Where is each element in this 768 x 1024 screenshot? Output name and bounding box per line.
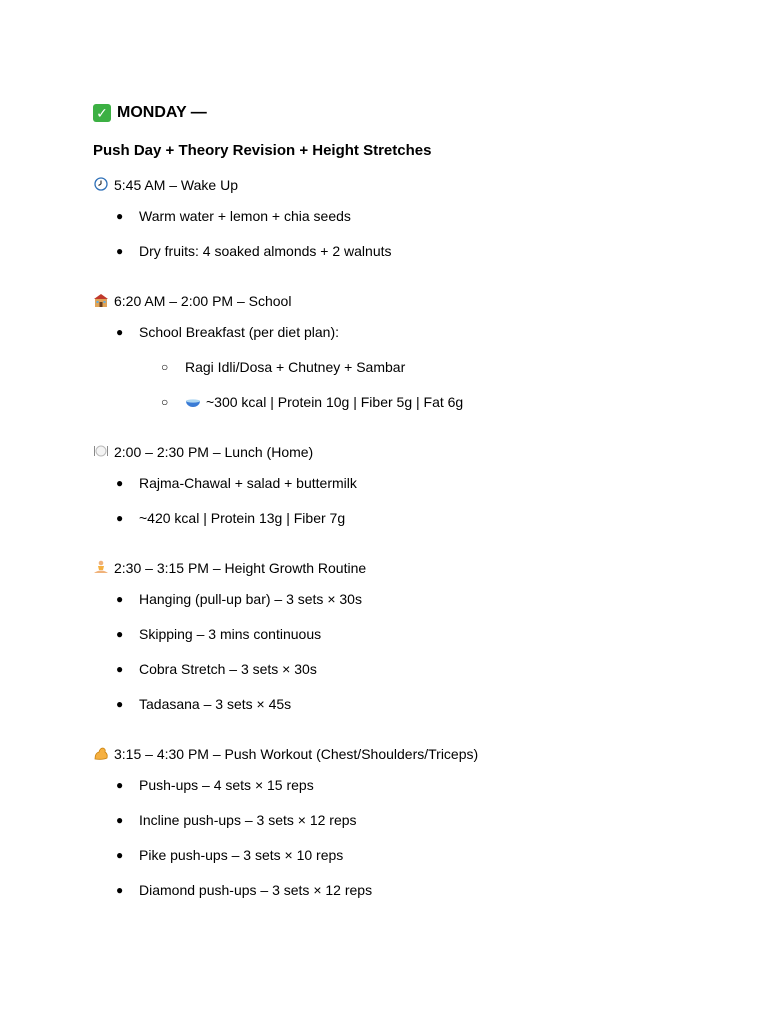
bowl-icon (185, 394, 201, 408)
section-heading (93, 290, 733, 312)
bullet-icon: ● (116, 848, 124, 862)
list-item (93, 206, 733, 226)
bullet-icon: ● (116, 244, 124, 258)
hollow-bullet-icon: ○ (161, 395, 169, 409)
section-heading (93, 743, 733, 765)
list-item (93, 322, 733, 412)
list-item (93, 659, 733, 679)
yoga-icon (93, 560, 109, 576)
bullet-icon: ● (116, 325, 124, 339)
list-item-text: Diamond push-ups – 3 sets × 12 reps (139, 882, 373, 898)
school-icon (93, 293, 109, 309)
bullet-icon: ● (116, 511, 124, 525)
section-push-workout (93, 743, 733, 900)
list-item (93, 473, 733, 493)
section-wake-up (93, 174, 733, 261)
list-item-text: Incline push-ups – 3 sets × 12 reps (139, 812, 357, 828)
list-item (93, 810, 733, 830)
bullet-icon: ● (116, 627, 124, 641)
sub-list-item (139, 357, 733, 377)
list-item (93, 624, 733, 644)
list-item (93, 845, 733, 865)
list-item-text: ~420 kcal | Protein 13g | Fiber 7g (139, 510, 346, 526)
bullet-icon: ● (116, 778, 124, 792)
list-item-text: School Breakfast (per diet plan): (139, 324, 339, 340)
section-heading-text: 2:30 – 3:15 PM – Height Growth Routine (114, 560, 367, 576)
bullet-icon: ● (116, 592, 124, 606)
list-item-text: Cobra Stretch – 3 sets × 30s (139, 661, 317, 677)
flexed-bicep-icon (93, 746, 109, 762)
clock-icon (93, 177, 109, 193)
section-heading (93, 557, 733, 579)
item-list (93, 322, 733, 412)
item-list (93, 206, 733, 261)
section-height-routine (93, 557, 733, 714)
bullet-icon: ● (116, 813, 124, 827)
sub-list-item (139, 392, 733, 412)
section-school (93, 290, 733, 412)
section-heading (93, 174, 733, 196)
list-item-text: Pike push-ups – 3 sets × 10 reps (139, 847, 344, 863)
list-item-text: Hanging (pull-up bar) – 3 sets × 30s (139, 591, 362, 607)
list-item (93, 694, 733, 714)
bullet-icon: ● (116, 476, 124, 490)
bullet-icon: ● (116, 209, 124, 223)
list-item (93, 775, 733, 795)
hollow-bullet-icon: ○ (161, 360, 169, 374)
list-item-text: Tadasana – 3 sets × 45s (139, 696, 292, 712)
section-heading-text: 5:45 AM – Wake Up (114, 177, 238, 193)
plate-icon (93, 444, 109, 460)
list-item (93, 589, 733, 609)
section-heading-text: 3:15 – 4:30 PM – Push Workout (Chest/Shoulders/Triceps) (114, 746, 479, 762)
list-item (93, 508, 733, 528)
sub-list-item-text: Ragi Idli/Dosa + Chutney + Sambar (185, 359, 406, 375)
bullet-icon: ● (116, 662, 124, 676)
day-title (93, 102, 733, 124)
item-list (93, 473, 733, 528)
sub-item-list (139, 357, 733, 412)
sub-list-item-text: ~300 kcal | Protein 10g | Fiber 5g | Fat 6g (206, 394, 464, 410)
section-heading-text: 6:20 AM – 2:00 PM – School (114, 293, 292, 309)
item-list (93, 589, 733, 714)
list-item-text: Skipping – 3 mins continuous (139, 626, 322, 642)
list-item-text: Warm water + lemon + chia seeds (139, 208, 351, 224)
item-list (93, 775, 733, 900)
list-item (93, 880, 733, 900)
list-item-text: Dry fruits: 4 soaked almonds + 2 walnuts (139, 243, 392, 259)
list-item-text: Push-ups – 4 sets × 15 reps (139, 777, 314, 793)
page-subtitle: Push Day + Theory Revision + Height Stretches (93, 142, 432, 159)
list-item (93, 241, 733, 261)
section-heading-text: 2:00 – 2:30 PM – Lunch (Home) (114, 444, 314, 460)
section-lunch (93, 441, 733, 528)
list-item-text: Rajma-Chawal + salad + buttermilk (139, 475, 357, 491)
check-mark-icon: ✓ (93, 104, 111, 122)
bullet-icon: ● (116, 697, 124, 711)
section-heading (93, 441, 733, 463)
day-title-text: MONDAY — (117, 104, 207, 121)
bullet-icon: ● (116, 883, 124, 897)
document-page (93, 102, 733, 915)
